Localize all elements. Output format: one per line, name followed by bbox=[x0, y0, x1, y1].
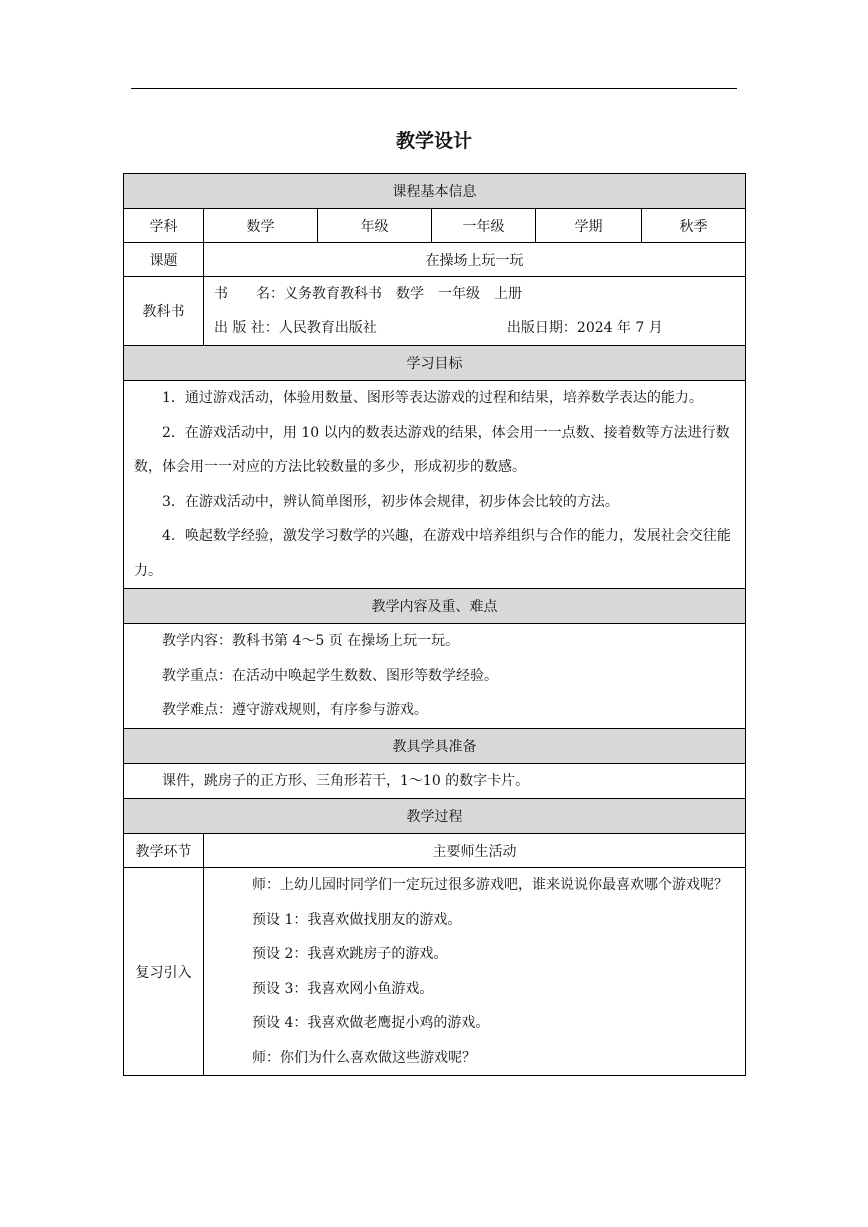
objective-item: 3．在游戏活动中，辨认简单图形，初步体会规律，初步体会比较的方法。 bbox=[162, 493, 619, 510]
term-value: 秋季 bbox=[642, 209, 746, 243]
materials-row bbox=[124, 763, 746, 799]
book-name-label: 书 名： bbox=[214, 286, 284, 302]
materials-text: 课件，跳房子的正方形、三角形若干，1～10 的数字卡片。 bbox=[162, 772, 530, 789]
activity-list bbox=[204, 868, 746, 1076]
section-basic-info bbox=[124, 174, 746, 209]
publisher-line bbox=[204, 311, 745, 345]
process-header-row bbox=[124, 834, 746, 868]
subject-label: 学科 bbox=[124, 209, 204, 243]
section-content bbox=[124, 589, 746, 624]
content-item: 教学难点：遵守游戏规则，有序参与游戏。 bbox=[162, 702, 428, 718]
section-objectives bbox=[124, 346, 746, 381]
stage-column-header: 教学环节 bbox=[124, 834, 204, 868]
book-name-line bbox=[204, 277, 745, 311]
section-materials bbox=[124, 728, 746, 763]
textbook-row bbox=[124, 277, 746, 346]
topic-row bbox=[124, 243, 746, 277]
pub-date-value: 2024 年 7 月 bbox=[576, 320, 663, 336]
content-item: 教学内容：教科书第 4～5 页 在操场上玩一玩。 bbox=[162, 633, 460, 649]
activity-line: 师：你们为什么喜欢做这些游戏呢？ bbox=[252, 1049, 476, 1066]
lesson-plan-table bbox=[123, 173, 746, 1076]
book-name-value: 义务教育教科书 数学 一年级 上册 bbox=[284, 286, 522, 302]
textbook-label: 教科书 bbox=[124, 277, 204, 346]
publisher-value: 人民教育出版社 bbox=[278, 320, 377, 336]
content-item: 教学重点：在活动中唤起学生数数、图形等数学经验。 bbox=[162, 667, 498, 684]
grade-value: 一年级 bbox=[432, 209, 536, 243]
stage-name: 复习引入 bbox=[124, 868, 204, 1076]
activity-line: 预设 3：我喜欢网小鱼游戏。 bbox=[252, 980, 434, 997]
activity-line: 预设 4：我喜欢做老鹰捉小鸡的游戏。 bbox=[252, 1015, 490, 1031]
section-heading: 课程基本信息 bbox=[124, 174, 746, 209]
grade-label: 年级 bbox=[318, 209, 432, 243]
objectives-row bbox=[124, 381, 746, 589]
objectives-list bbox=[124, 381, 746, 589]
section-heading: 学习目标 bbox=[124, 346, 746, 381]
activity-line: 预设 2：我喜欢跳房子的游戏。 bbox=[252, 946, 448, 962]
objective-item: 4．唤起数学经验，激发学习数学的兴趣，在游戏中培养组织与合作的能力，发展社会交往能力。 bbox=[134, 528, 731, 579]
pub-date-label: 出版日期： bbox=[506, 320, 577, 336]
publisher-label: 出 版 社： bbox=[214, 320, 279, 336]
objective-item: 2．在游戏活动中，用 10 以内的数表达游戏的结果，体会用一一点数、接着数等方法进行数数，体会用一一对应的方法比较数量的多少，形成初步的数感。 bbox=[134, 424, 730, 475]
page-title: 教学设计 bbox=[395, 130, 472, 152]
section-heading: 教具学具准备 bbox=[124, 728, 746, 763]
topic-value: 在操场上玩一玩 bbox=[204, 243, 746, 277]
section-heading: 教学内容及重、难点 bbox=[124, 589, 746, 624]
activity-column-header: 主要师生活动 bbox=[204, 834, 746, 868]
term-label: 学期 bbox=[536, 209, 642, 243]
materials-cell bbox=[124, 763, 746, 799]
section-process bbox=[124, 799, 746, 834]
textbook-info bbox=[204, 277, 746, 346]
topic-label: 课题 bbox=[124, 243, 204, 277]
activity-line: 师：上幼儿园时同学们一定玩过很多游戏吧，谁来说说你最喜欢哪个游戏呢？ bbox=[252, 877, 728, 893]
section-heading: 教学过程 bbox=[124, 799, 746, 834]
content-row bbox=[124, 624, 746, 729]
activity-line: 预设 1：我喜欢做找朋友的游戏。 bbox=[252, 911, 462, 928]
info-row bbox=[124, 209, 746, 243]
objective-item: 1．通过游戏活动，体验用数量、图形等表达游戏的过程和结果，培养数学表达的能力。 bbox=[162, 390, 703, 406]
process-row bbox=[124, 868, 746, 1076]
header-rule bbox=[131, 88, 737, 89]
content-list bbox=[124, 624, 746, 729]
subject-value: 数学 bbox=[204, 209, 318, 243]
